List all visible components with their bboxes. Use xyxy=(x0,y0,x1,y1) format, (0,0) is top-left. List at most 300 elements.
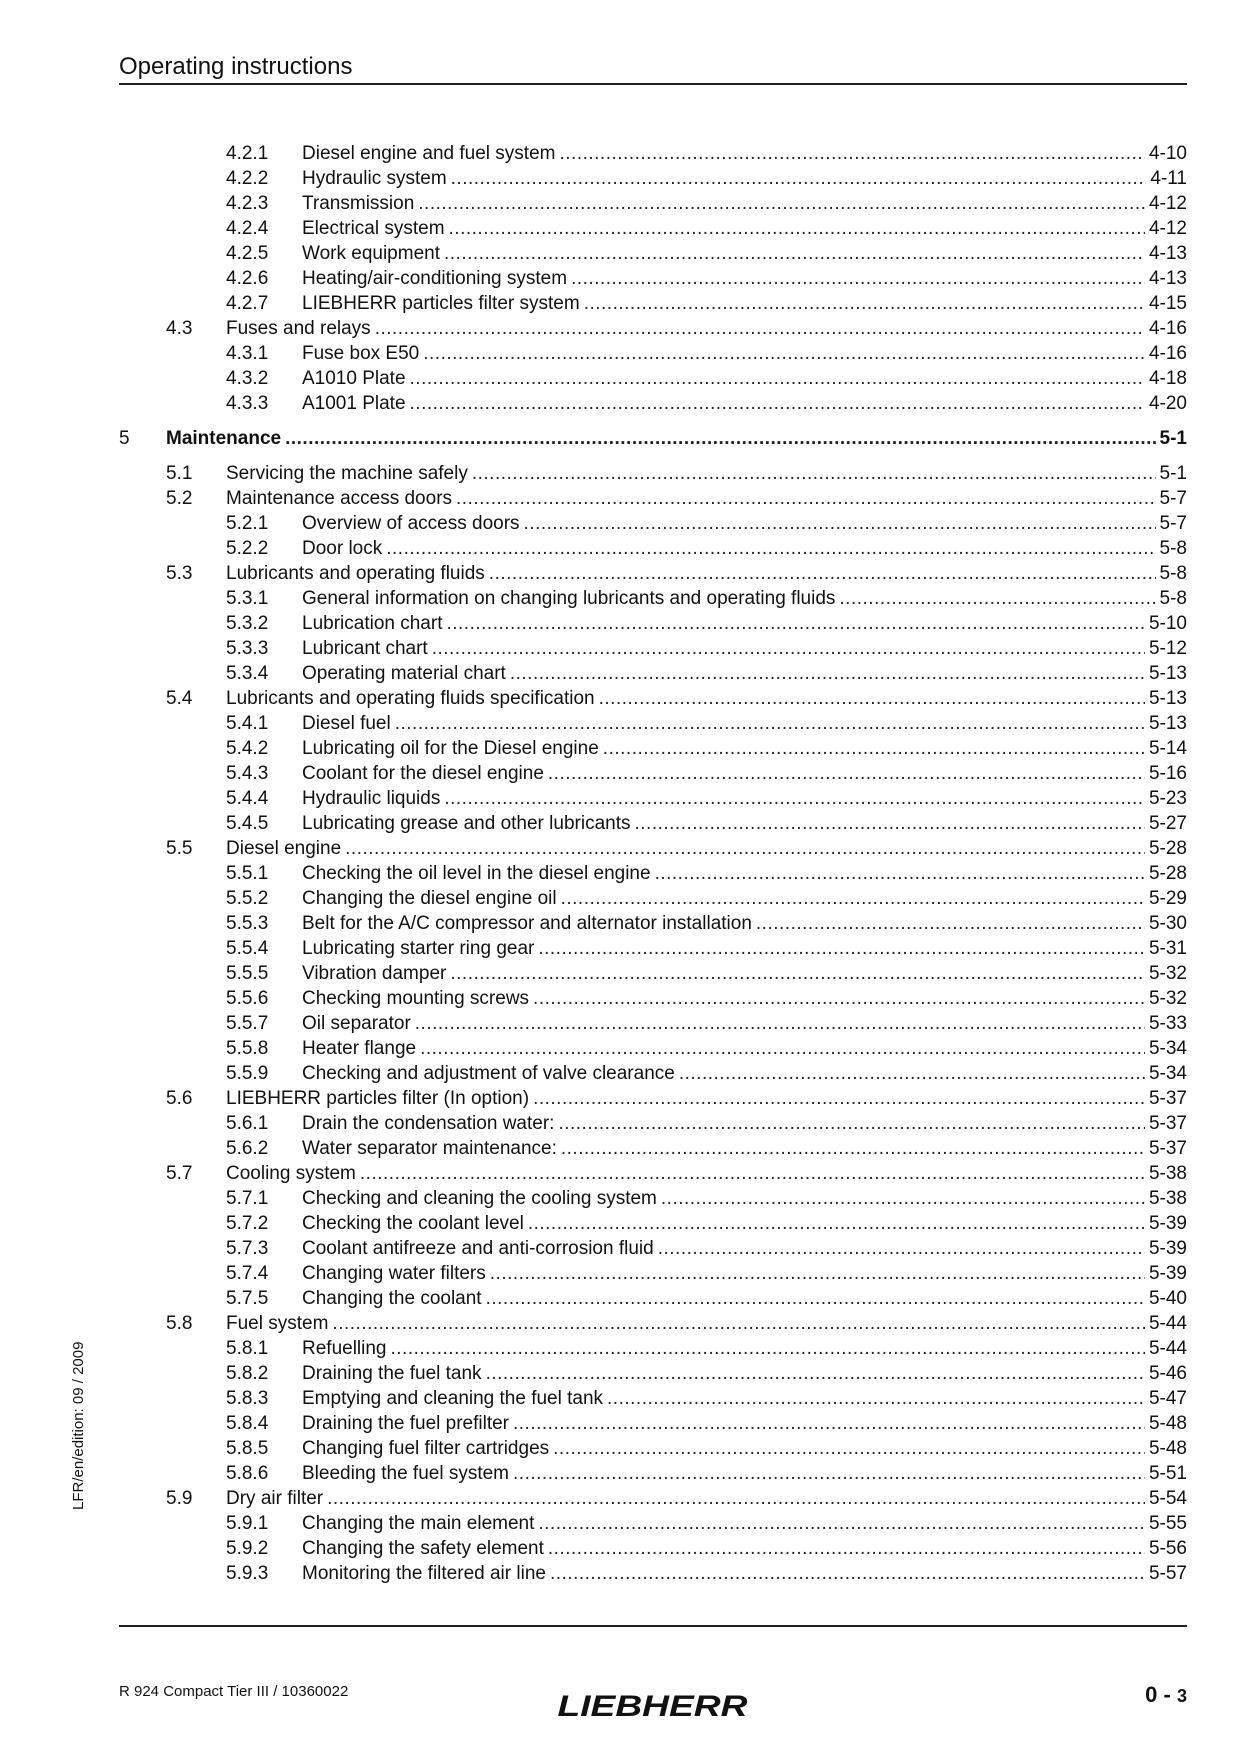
toc-entry-page: 4-13 xyxy=(1148,268,1187,289)
toc-entry[interactable] xyxy=(119,561,1187,586)
toc-entry-line xyxy=(226,1311,1187,1336)
toc-entry-number: 5.6 xyxy=(166,1088,193,1109)
toc-dot-leader xyxy=(432,636,1145,661)
toc-entry-number: 4.3.3 xyxy=(226,393,269,414)
toc-entry-number: 5.7.5 xyxy=(226,1288,269,1309)
page-number-sub: 3 xyxy=(1176,1686,1187,1706)
toc-dot-leader xyxy=(634,811,1144,836)
toc-entry-line xyxy=(302,786,1187,811)
toc-dot-leader xyxy=(756,911,1145,936)
toc-entry-page: 5-39 xyxy=(1148,1213,1187,1234)
toc-entry-number: 4.2.6 xyxy=(226,268,269,289)
toc-entry-page: 4-20 xyxy=(1148,393,1187,414)
toc-entry-title: Draining the fuel tank xyxy=(302,1363,482,1384)
toc-entry-line xyxy=(302,391,1187,416)
toc-entry-title: Monitoring the filtered air line xyxy=(302,1563,546,1584)
toc-entry-line xyxy=(302,1286,1187,1311)
toc-entry-page: 5-48 xyxy=(1148,1413,1187,1434)
toc-entry-number: 5.5.6 xyxy=(226,988,269,1009)
toc-entry-title: Changing the main element xyxy=(302,1513,535,1534)
toc-entry-page: 5-29 xyxy=(1148,888,1187,909)
toc-entry[interactable] xyxy=(119,636,1187,661)
toc-entry[interactable] xyxy=(119,586,1187,611)
toc-entry-page: 4-18 xyxy=(1148,368,1187,389)
toc-entry-page: 5-32 xyxy=(1148,988,1187,1009)
toc-entry-line xyxy=(226,486,1187,511)
toc-dot-leader xyxy=(510,661,1145,686)
toc-entry-line xyxy=(166,426,1187,451)
toc-entry-page: 5-7 xyxy=(1159,513,1187,534)
toc-dot-leader xyxy=(449,216,1145,241)
toc-entry-title: Maintenance xyxy=(166,428,282,449)
toc-entry-number: 5.4.5 xyxy=(226,813,269,834)
toc-entry-line xyxy=(302,1411,1187,1436)
toc-entry-page: 5-55 xyxy=(1148,1513,1187,1534)
toc-entry-title: Lubricants and operating fluids xyxy=(226,563,485,584)
toc-entry-title: Water separator maintenance: xyxy=(302,1138,557,1159)
toc-entry-page: 5-38 xyxy=(1148,1188,1187,1209)
toc-entry-line xyxy=(302,586,1187,611)
toc-dot-leader xyxy=(548,1536,1145,1561)
toc-entry-number: 5.8.5 xyxy=(226,1438,269,1459)
toc-entry-page: 5-33 xyxy=(1148,1013,1187,1034)
toc-entry[interactable] xyxy=(119,216,1187,241)
toc-entry[interactable] xyxy=(119,1461,1187,1486)
toc-entry[interactable] xyxy=(119,1186,1187,1211)
toc-entry[interactable] xyxy=(119,291,1187,316)
toc-entry-page: 4-16 xyxy=(1148,318,1187,339)
toc-entry-number: 5.5.3 xyxy=(226,913,269,934)
toc-entry-title: Hydraulic liquids xyxy=(302,788,441,809)
toc-dot-leader xyxy=(332,1311,1145,1336)
toc-entry-page: 5-28 xyxy=(1148,863,1187,884)
toc-dot-leader xyxy=(345,836,1145,861)
toc-entry-page: 5-44 xyxy=(1148,1313,1187,1334)
toc-entry-line xyxy=(226,686,1187,711)
toc-entry[interactable] xyxy=(119,1061,1187,1086)
toc-entry-number: 5.7.3 xyxy=(226,1238,269,1259)
toc-dot-leader xyxy=(661,1186,1145,1211)
toc-entry-title: Diesel engine xyxy=(226,838,342,859)
toc-entry[interactable] xyxy=(119,936,1187,961)
toc-entry-line xyxy=(302,1511,1187,1536)
toc-entry-number: 5.5.1 xyxy=(226,863,269,884)
toc-entry-line xyxy=(302,241,1187,266)
toc-entry[interactable] xyxy=(119,266,1187,291)
toc-entry-number: 5.8.2 xyxy=(226,1363,269,1384)
toc-dot-leader xyxy=(327,1486,1145,1511)
toc-entry[interactable] xyxy=(119,836,1187,861)
toc-entry-number: 5.3.1 xyxy=(226,588,269,609)
toc-entry[interactable] xyxy=(119,141,1187,166)
toc-entry-title: Changing the safety element xyxy=(302,1538,544,1559)
toc-entry-title: Checking and adjustment of valve clearance xyxy=(302,1063,675,1084)
toc-entry-number: 5.3 xyxy=(166,563,193,584)
toc-entry-number: 5.4.4 xyxy=(226,788,269,809)
footer-document-id: R 924 Compact Tier III / 10360022 xyxy=(119,1683,349,1700)
toc-entry-title: Draining the fuel prefilter xyxy=(302,1413,509,1434)
toc-entry-page: 4-11 xyxy=(1150,168,1187,189)
toc-entry-page: 5-10 xyxy=(1148,613,1187,634)
toc-entry-line xyxy=(302,1186,1187,1211)
toc-dot-leader xyxy=(538,936,1145,961)
toc-entry-page: 5-13 xyxy=(1148,663,1187,684)
toc-entry-line xyxy=(302,661,1187,686)
toc-entry-number: 5.9 xyxy=(166,1488,193,1509)
toc-dot-leader xyxy=(420,1036,1145,1061)
toc-dot-leader xyxy=(839,586,1155,611)
toc-entry-page: 4-15 xyxy=(1148,293,1187,314)
toc-entry-line xyxy=(226,1486,1187,1511)
toc-entry-page: 5-56 xyxy=(1148,1538,1187,1559)
toc-dot-leader xyxy=(599,686,1145,711)
toc-dot-leader xyxy=(486,1286,1145,1311)
toc-entry-title: Diesel fuel xyxy=(302,713,391,734)
toc-entry[interactable] xyxy=(119,1286,1187,1311)
toc-entry[interactable] xyxy=(119,611,1187,636)
toc-entry[interactable] xyxy=(119,811,1187,836)
toc-dot-leader xyxy=(533,986,1145,1011)
toc-entry-page: 5-46 xyxy=(1148,1363,1187,1384)
toc-entry-number: 5.8.1 xyxy=(226,1338,269,1359)
toc-entry-number: 5.3.2 xyxy=(226,613,269,634)
toc-entry-page: 5-12 xyxy=(1148,638,1187,659)
toc-entry-number: 5.7 xyxy=(166,1163,193,1184)
toc-dot-leader xyxy=(486,1361,1145,1386)
toc-entry-line xyxy=(302,536,1187,561)
toc-entry-line xyxy=(226,461,1187,486)
toc-entry-title: Servicing the machine safely xyxy=(226,463,468,484)
toc-entry-page: 5-51 xyxy=(1148,1463,1187,1484)
toc-entry-page: 4-12 xyxy=(1148,218,1187,239)
toc-entry-title: LIEBHERR particles filter system xyxy=(302,293,580,314)
toc-entry-title: A1001 Plate xyxy=(302,393,406,414)
toc-entry-page: 5-32 xyxy=(1148,963,1187,984)
toc-entry-title: Hydraulic system xyxy=(302,168,447,189)
toc-entry-page: 5-34 xyxy=(1148,1063,1187,1084)
toc-entry-title: Checking mounting screws xyxy=(302,988,530,1009)
toc-dot-leader xyxy=(607,1386,1145,1411)
toc-entry-title: Refuelling xyxy=(302,1338,387,1359)
toc-entry[interactable] xyxy=(119,711,1187,736)
toc-entry-number: 5.3.3 xyxy=(226,638,269,659)
toc-dot-leader xyxy=(658,1236,1145,1261)
toc-entry-title: Vibration damper xyxy=(302,963,447,984)
toc-entry-line xyxy=(302,1236,1187,1261)
toc-entry[interactable] xyxy=(119,886,1187,911)
toc-entry-number: 5.7.2 xyxy=(226,1213,269,1234)
toc-entry-line xyxy=(302,1561,1187,1586)
toc-entry-number: 5.5.8 xyxy=(226,1038,269,1059)
toc-entry-page: 4-16 xyxy=(1148,343,1187,364)
toc-entry-page: 5-37 xyxy=(1148,1088,1187,1109)
toc-entry[interactable] xyxy=(119,241,1187,266)
toc-entry-title: Operating material chart xyxy=(302,663,506,684)
toc-entry-page: 5-38 xyxy=(1148,1163,1187,1184)
toc-entry[interactable] xyxy=(119,1336,1187,1361)
toc-entry-number: 5.2.1 xyxy=(226,513,269,534)
toc-entry-number: 5.8 xyxy=(166,1313,193,1334)
header-rule xyxy=(119,83,1187,85)
toc-entry-number: 5.4.3 xyxy=(226,763,269,784)
toc-entry-line xyxy=(302,1461,1187,1486)
toc-dot-leader xyxy=(571,266,1145,291)
toc-dot-leader xyxy=(444,786,1145,811)
toc-entry-title: Checking the oil level in the diesel engine xyxy=(302,863,651,884)
toc-entry-title: Maintenance access doors xyxy=(226,488,453,509)
toc-entry-number: 4.3.2 xyxy=(226,368,269,389)
toc-entry-number: 5.4.2 xyxy=(226,738,269,759)
toc-entry-number: 5.5.5 xyxy=(226,963,269,984)
toc-entry[interactable] xyxy=(119,366,1187,391)
toc-entry-line xyxy=(302,1386,1187,1411)
toc-entry-line xyxy=(226,316,1187,341)
toc-dot-leader xyxy=(548,761,1145,786)
toc-entry-title: Checking and cleaning the cooling system xyxy=(302,1188,657,1209)
toc-entry[interactable] xyxy=(119,736,1187,761)
toc-entry[interactable] xyxy=(119,426,1187,451)
toc-entry-line xyxy=(302,1361,1187,1386)
toc-entry-page: 5-13 xyxy=(1148,688,1187,709)
toc-entry-number: 4.2.5 xyxy=(226,243,269,264)
toc-entry[interactable] xyxy=(119,1036,1187,1061)
toc-entry-title: Belt for the A/C compressor and alternator installation xyxy=(302,913,752,934)
table-of-contents xyxy=(119,141,1187,1586)
toc-entry-title: LIEBHERR particles filter (In option) xyxy=(226,1088,530,1109)
toc-entry-number: 4.3 xyxy=(166,318,193,339)
toc-entry[interactable] xyxy=(119,1086,1187,1111)
toc-entry-line xyxy=(302,861,1187,886)
toc-entry-line xyxy=(302,266,1187,291)
toc-entry-line xyxy=(302,166,1187,191)
toc-dot-leader xyxy=(558,1111,1145,1136)
toc-entry-title: Work equipment xyxy=(302,243,440,264)
toc-entry-line xyxy=(302,936,1187,961)
toc-entry-line xyxy=(302,1536,1187,1561)
toc-entry-page: 5-37 xyxy=(1148,1113,1187,1134)
toc-entry[interactable] xyxy=(119,911,1187,936)
toc-entry-line xyxy=(302,1111,1187,1136)
toc-entry-page: 5-47 xyxy=(1148,1388,1187,1409)
toc-entry-number: 5.8.3 xyxy=(226,1388,269,1409)
toc-entry[interactable] xyxy=(119,1511,1187,1536)
toc-entry-title: Bleeding the fuel system xyxy=(302,1463,510,1484)
toc-entry-title: Fuse box E50 xyxy=(302,343,420,364)
toc-entry-number: 4.2.4 xyxy=(226,218,269,239)
toc-entry[interactable] xyxy=(119,1411,1187,1436)
toc-entry[interactable] xyxy=(119,1111,1187,1136)
toc-entry-title: Fuel system xyxy=(226,1313,329,1334)
toc-entry[interactable] xyxy=(119,1311,1187,1336)
toc-entry-number: 5.2 xyxy=(166,488,193,509)
toc-entry-title: Lubricant chart xyxy=(302,638,428,659)
toc-entry-title: Checking the coolant level xyxy=(302,1213,524,1234)
toc-entry-line xyxy=(302,341,1187,366)
toc-entry-number: 5.5.7 xyxy=(226,1013,269,1034)
toc-entry-page: 5-48 xyxy=(1148,1438,1187,1459)
toc-entry[interactable] xyxy=(119,1361,1187,1386)
toc-entry-line xyxy=(302,811,1187,836)
toc-dot-leader xyxy=(375,316,1145,341)
toc-entry[interactable] xyxy=(119,861,1187,886)
toc-entry[interactable] xyxy=(119,1261,1187,1286)
toc-dot-leader xyxy=(410,366,1145,391)
toc-entry[interactable] xyxy=(119,1236,1187,1261)
toc-entry-line xyxy=(302,141,1187,166)
toc-entry[interactable] xyxy=(119,1386,1187,1411)
toc-dot-leader xyxy=(679,1061,1145,1086)
toc-dot-leader xyxy=(456,486,1156,511)
toc-entry[interactable] xyxy=(119,1161,1187,1186)
toc-entry-line xyxy=(302,1036,1187,1061)
toc-entry-title: Drain the condensation water: xyxy=(302,1113,555,1134)
toc-dot-leader xyxy=(561,886,1145,911)
toc-entry-page: 4-10 xyxy=(1148,143,1187,164)
toc-entry-line xyxy=(226,836,1187,861)
toc-entry-line xyxy=(302,1211,1187,1236)
toc-entry-number: 5.5.2 xyxy=(226,888,269,909)
page-number xyxy=(1145,1682,1187,1708)
toc-entry[interactable] xyxy=(119,986,1187,1011)
toc-entry-number: 5.4 xyxy=(166,688,193,709)
toc-entry-line xyxy=(302,1136,1187,1161)
toc-entry-page: 4-13 xyxy=(1148,243,1187,264)
toc-entry[interactable] xyxy=(119,461,1187,486)
toc-entry-number: 5.5 xyxy=(166,838,193,859)
toc-dot-leader xyxy=(415,1011,1145,1036)
toc-entry-line xyxy=(302,511,1187,536)
toc-entry-title: Lubrication chart xyxy=(302,613,443,634)
toc-entry-title: General information on changing lubricants and operating fluids xyxy=(302,588,836,609)
toc-entry-page: 5-40 xyxy=(1148,1288,1187,1309)
toc-entry-line xyxy=(302,961,1187,986)
liebherr-logo xyxy=(555,1690,750,1720)
toc-entry-line xyxy=(302,886,1187,911)
toc-dot-leader xyxy=(386,536,1155,561)
toc-entry[interactable] xyxy=(119,1486,1187,1511)
toc-entry-title: Oil separator xyxy=(302,1013,411,1034)
toc-entry-page: 4-12 xyxy=(1148,193,1187,214)
toc-entry[interactable] xyxy=(119,1211,1187,1236)
toc-entry-number: 5.9.2 xyxy=(226,1538,269,1559)
toc-entry-number: 5.5.4 xyxy=(226,938,269,959)
toc-dot-leader xyxy=(550,1561,1145,1586)
toc-entry-line xyxy=(302,736,1187,761)
toc-entry[interactable] xyxy=(119,316,1187,341)
toc-entry-title: Changing the diesel engine oil xyxy=(302,888,557,909)
toc-entry-line xyxy=(302,761,1187,786)
toc-entry-number: 5.1 xyxy=(166,463,193,484)
toc-dot-leader xyxy=(410,391,1145,416)
toc-dot-leader xyxy=(418,191,1145,216)
toc-entry[interactable] xyxy=(119,1436,1187,1461)
toc-entry-number: 4.2.3 xyxy=(226,193,269,214)
toc-entry-title: Coolant antifreeze and anti-corrosion fluid xyxy=(302,1238,654,1259)
toc-entry-number: 5.9.3 xyxy=(226,1563,269,1584)
toc-dot-leader xyxy=(451,166,1147,191)
toc-entry[interactable] xyxy=(119,341,1187,366)
toc-dot-leader xyxy=(472,461,1156,486)
toc-entry[interactable] xyxy=(119,786,1187,811)
toc-dot-leader xyxy=(285,426,1155,451)
toc-entry-page: 5-8 xyxy=(1159,563,1187,584)
toc-entry-line xyxy=(302,1061,1187,1086)
toc-entry-number: 5.3.4 xyxy=(226,663,269,684)
toc-entry[interactable] xyxy=(119,1136,1187,1161)
toc-dot-leader xyxy=(423,341,1145,366)
toc-entry-number: 5.8.6 xyxy=(226,1463,269,1484)
toc-entry-number: 5.9.1 xyxy=(226,1513,269,1534)
toc-entry-page: 5-54 xyxy=(1148,1488,1187,1509)
toc-dot-leader xyxy=(489,561,1156,586)
toc-dot-leader xyxy=(528,1211,1145,1236)
toc-entry-page: 5-8 xyxy=(1159,538,1187,559)
toc-dot-leader xyxy=(584,291,1145,316)
toc-entry[interactable] xyxy=(119,191,1187,216)
toc-entry-title: Lubricating starter ring gear xyxy=(302,938,535,959)
toc-entry-line xyxy=(302,1011,1187,1036)
toc-entry-line xyxy=(302,636,1187,661)
toc-entry-page: 5-27 xyxy=(1148,813,1187,834)
toc-entry-title: Lubricants and operating fluids specification xyxy=(226,688,595,709)
toc-entry-number: 5.7.1 xyxy=(226,1188,269,1209)
toc-entry[interactable] xyxy=(119,511,1187,536)
toc-entry-page: 5-7 xyxy=(1159,488,1187,509)
toc-entry-number: 5.7.4 xyxy=(226,1263,269,1284)
toc-entry-page: 5-39 xyxy=(1148,1263,1187,1284)
toc-entry[interactable] xyxy=(119,686,1187,711)
toc-entry[interactable] xyxy=(119,166,1187,191)
toc-entry[interactable] xyxy=(119,536,1187,561)
toc-entry[interactable] xyxy=(119,391,1187,416)
toc-entry[interactable] xyxy=(119,661,1187,686)
toc-entry-page: 5-8 xyxy=(1159,588,1187,609)
toc-entry-title: Coolant for the diesel engine xyxy=(302,763,544,784)
toc-entry-title: Transmission xyxy=(302,193,415,214)
toc-entry[interactable] xyxy=(119,761,1187,786)
toc-entry[interactable] xyxy=(119,1011,1187,1036)
toc-entry-number: 5.6.1 xyxy=(226,1113,269,1134)
toc-entry[interactable] xyxy=(119,1536,1187,1561)
toc-entry-title: Electrical system xyxy=(302,218,445,239)
toc-entry-title: Changing water filters xyxy=(302,1263,486,1284)
toc-entry-title: Fuses and relays xyxy=(226,318,371,339)
toc-dot-leader xyxy=(561,1136,1145,1161)
page-number-chapter: 0 - xyxy=(1145,1682,1171,1707)
toc-entry-line xyxy=(226,1161,1187,1186)
toc-dot-leader xyxy=(655,861,1145,886)
toc-entry-page: 5-14 xyxy=(1148,738,1187,759)
toc-entry[interactable] xyxy=(119,486,1187,511)
toc-entry-number: 5.4.1 xyxy=(226,713,269,734)
toc-entry-number: 4.2.2 xyxy=(226,168,269,189)
toc-entry-number: 5.6.2 xyxy=(226,1138,269,1159)
toc-entry-title: Changing the coolant xyxy=(302,1288,482,1309)
toc-dot-leader xyxy=(513,1461,1145,1486)
toc-entry-title: A1010 Plate xyxy=(302,368,406,389)
toc-entry[interactable] xyxy=(119,961,1187,986)
toc-dot-leader xyxy=(391,1336,1145,1361)
toc-entry-title: Emptying and cleaning the fuel tank xyxy=(302,1388,604,1409)
toc-entry-title: Diesel engine and fuel system xyxy=(302,143,556,164)
toc-entry-title: Door lock xyxy=(302,538,383,559)
edition-note: LFR/en/edition: 09 / 2009 xyxy=(70,1341,87,1510)
toc-entry-line xyxy=(226,561,1187,586)
toc-dot-leader xyxy=(524,511,1156,536)
toc-entry[interactable] xyxy=(119,1561,1187,1586)
toc-entry-line xyxy=(302,1436,1187,1461)
toc-entry-line xyxy=(302,191,1187,216)
